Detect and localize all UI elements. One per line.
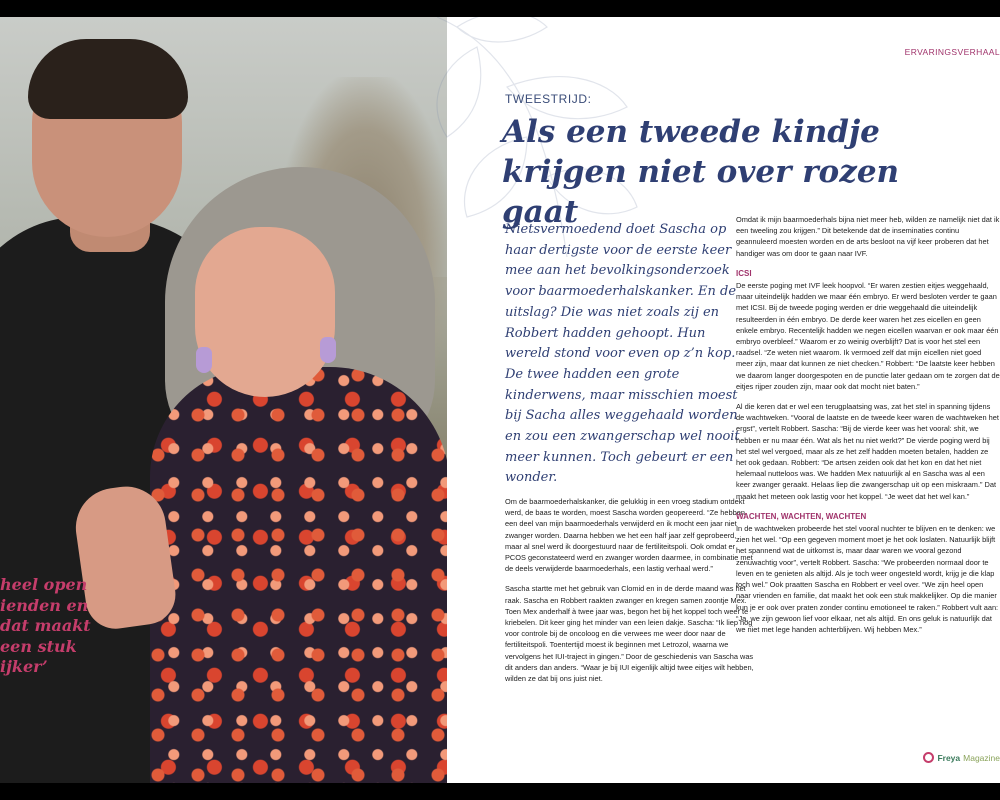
magazine-spread [0, 17, 1000, 783]
headline: Als een tweede kindje krijgen niet over rozen gaat [502, 114, 900, 230]
pull-quote-line: dat maakt [0, 616, 91, 635]
body-column-1 [505, 496, 755, 693]
bottom-letterbox [0, 783, 1000, 800]
section-tag: ERVARINGSVERHAAL [904, 47, 1000, 57]
pull-quote-line: ienden en [0, 595, 89, 615]
lead-paragraph: Nietsvermoedend doet Sascha op haar dertigste voor de eerste keer mee aan het bevolkingsonderzoek voor baarmoederhalskanker. En de uitslag? Die was niet zoals zij en Robbert hadden gehoopt. Hun wereld stond voor even op z’n kop. De twee hadden een grote kinderwens, maar misschien moest bij Sacha alles weggehaald worden en zou een zwangerschap wel nooit meer kunnen. Toch gebeurt er een wonder. [505, 222, 740, 486]
earring-left [196, 347, 212, 373]
paragraph: Omdat ik mijn baarmoederhals bijna niet meer heb, wilden ze namelijk niet dat ik een tweeling zou krijgen.” Dit betekende dat de inseminaties continu geannuleerd moesten worden en de arts besloot na vijf keer proberen dat het handiger was om door te gaan naar IVF. [736, 215, 1000, 258]
paragraph: In de wachtweken probeerde het stel vooral nuchter te blijven en te denken: we zien het wel. “Op een gegeven moment moet je het ook loslaten. Natuurlijk blijft het spannend wat de uitkomst is, maar daar waren we vooral gezond zenuwachtig voor”, vertelt Robbert. Sascha: “We probeerden normaal door te leven en te genieten als altijd. Als je toch weer ongesteld wordt, krijg je die klap toch wel.” Ook praatten Sascha en Robbert er veel over. “We zijn heel open naar vrienden en familie, dat maakt het ook een stuk makkelijker. Op die manier kun je er ook over praten zonder continu emotioneel te raken.” Robbert vult aan: “Ja, we zijn gewoon lief voor elkaar, net als altijd. En ons geluk is natuurlijk dat we niet met lege handen achterblijven. Wij hebben Mex.” [736, 524, 999, 634]
paragraph: Al die keren dat er wel een terugplaatsing was, zat het stel in spanning tijdens de wachtweken. “Vooral de laatste en de tweede keer waren de wachtweken het ergst”, vertelt Robbert. Sascha: “Bij de vierde keer was het vooral: shit, we hebben er nu maar één. Wat als het nu niet werkt?” De vierde poging werd bij het stel wel vergoed, maar als ze het zelf hadden moeten betalen, hadden ze het ook gedaan. Robbert: “De artsen zeiden ook dat het kon en dat het niet helemaal nutteloos was. We hadden Mex natuurlijk al en Sascha was al een keer zwanger geraakt. Helaas liep die zwangerschap uit op een miskraam.” Dat maakt het meteen ook lastig voor het koppel. “Je weet dat het wel kan.” [736, 402, 999, 501]
woman-face [195, 227, 335, 397]
paragraph: Sascha startte met het gebruik van Clomid en in de derde maand was het raak. Sascha en Robbert raakten zwanger en kregen samen zoontje Mex. Toen Mex anderhalf à twee jaar was, begon het bij het koppel toch weer te kriebelen. Dit keer ging het minder van een leien dakje. Sascha: “Ik liep nog voor controle bij de oncoloog en die verwees me weer door naar de fertiliteitspoli. Toentertijd moest ik beginnen met Letrozol, waarna we vervolgens het IUI-traject in gingen.” Door de geschiedenis van Sascha was dit anders dan anders. “Waar je bij IUI eigenlijk altijd twee eitjes wilt hebben, wilden ze dat bij ons juist niet. [505, 584, 754, 684]
body-column-2 [736, 214, 1000, 644]
pull-quote-line: heel open [0, 575, 88, 594]
page-footer [923, 752, 1000, 763]
footer-magazine: Magazine [963, 752, 1000, 763]
pull-quote-line: ijker’ [0, 657, 48, 676]
paragraph: Om de baarmoederhalskanker, die gelukkig in een vroeg stadium ontdekt werd, de baas te worden, moest Sascha worden geopereerd. “Ze hebben een deel van mijn baarmoederhals verwijderd en ik mocht een jaar niet zwanger worden. Daarna hebben we het een half jaar zelf geprobeerd, maar al snel werd ik doorgestuurd naar de fertiliteitspoli. Ook omdat er PCOS geconstateerd werd en zwanger worden daarmee, in combinatie met de deels verwijderde baarmoederhals, een lastig verhaal werd.” [505, 497, 753, 574]
pull-quote [0, 575, 120, 678]
freya-logo-icon [923, 752, 934, 763]
top-letterbox [0, 0, 1000, 17]
couple-photo [0, 17, 447, 783]
subheading-wachten: WACHTEN, WACHTEN, WACHTEN [736, 511, 867, 521]
woman-floral-dress [150, 367, 447, 783]
article-page [447, 17, 1000, 783]
footer-brand: Freya [937, 752, 961, 763]
pull-quote-line: een stuk [0, 636, 77, 656]
man-hair [28, 39, 188, 119]
kicker: TWEESTRIJD: [505, 92, 592, 106]
subheading-icsi: ICSI [736, 268, 752, 278]
paragraph: De eerste poging met IVF leek hoopvol. “Er waren zestien eitjes weggehaald, maar uiteindelijk hadden we maar één embryo. Er werd besloten verder te gaan met ICSI. Bij de tweede poging werden er drie weggehaald die uiteindelijk resulteerden in één embryo. De derde keer waren het zes eicellen en geen enkele embryo. Recentelijk hadden we negen eicellen waarvan er ook maar één embryo overbleef.” Waarom er zo weinig overblijft? Dat is voor het stel een raadsel. “Ze weten niet waarom. Ik vermoed zelf dat mijn eicellen niet goed meer zijn, maar dat kunnen ze niet checken.” Robbert: “De laatste keer hebben we daarom langer doorgespoten en de punctie later gedaan om te zorgen dat de eitjes rijper zouden zijn, maar ook dat mocht niet baten.” [736, 281, 1000, 391]
earring-right [320, 337, 336, 363]
